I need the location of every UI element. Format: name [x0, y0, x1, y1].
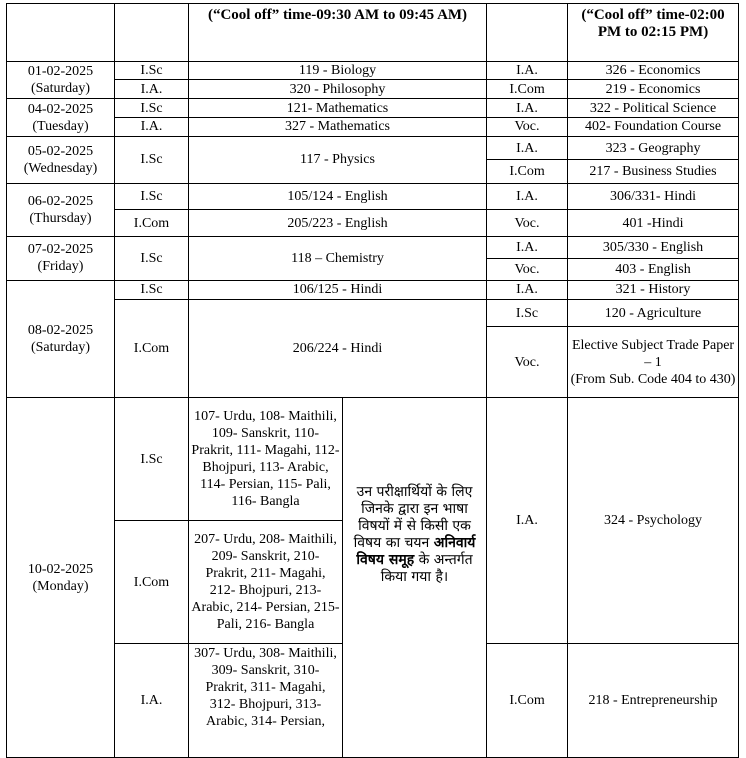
stream-cell: I.Sc — [115, 237, 189, 281]
table-row — [7, 80, 739, 99]
stream-cell: I.Com — [487, 80, 568, 99]
exam-day: (Friday) — [37, 259, 84, 275]
stream-cell: Voc. — [487, 117, 568, 136]
stream-cell: I.A. — [115, 80, 189, 99]
exam-date: 05-02-2025 — [27, 143, 94, 159]
subject-cell: 106/125 - Hindi — [189, 280, 487, 299]
header-stream-cell-2 — [487, 4, 568, 62]
subject-cell: 322 - Political Science — [568, 99, 739, 117]
table-row — [7, 99, 739, 117]
stream-cell: I.A. — [487, 62, 568, 80]
stream-cell: I.Com — [115, 299, 189, 397]
exam-date: 04-02-2025 — [27, 101, 94, 117]
language-note-cell — [343, 398, 487, 758]
exam-day: (Thursday) — [29, 210, 92, 226]
subject-cell: 403 - English — [568, 259, 739, 280]
subject-cell: 402- Foundation Course — [568, 117, 739, 136]
stream-cell: I.A. — [487, 99, 568, 117]
table-row — [7, 398, 739, 521]
table-row — [7, 209, 739, 236]
stream-cell: I.Com — [115, 520, 189, 644]
table-row — [7, 299, 739, 326]
subject-cell: 218 - Entrepreneurship — [568, 644, 739, 758]
exam-date: 07-02-2025 — [27, 242, 94, 258]
note-text-before: उन परीक्षार्थियों के लिए जिनके द्वारा इन भाषा विषयों में से किसी एक विषय का चयन — [353, 484, 473, 552]
stream-cell: Voc. — [487, 209, 568, 236]
stream-cell: I.A. — [487, 237, 568, 259]
exam-date: 08-02-2025 — [27, 322, 94, 338]
subject-cell: 326 - Economics — [568, 62, 739, 80]
date-cell — [7, 99, 115, 136]
header-stream-cell — [115, 4, 189, 62]
exam-day: (Wednesday) — [23, 160, 98, 176]
subject-cell: 120 - Agriculture — [568, 299, 739, 326]
exam-schedule-table — [6, 3, 739, 758]
exam-day: (Saturday) — [30, 339, 91, 355]
subject-cell: 217 - Business Studies — [568, 160, 739, 183]
date-cell — [7, 136, 115, 183]
stream-cell: I.A. — [115, 644, 189, 758]
table-row — [7, 117, 739, 136]
stream-cell: I.A. — [487, 280, 568, 299]
date-cell — [7, 237, 115, 281]
date-cell — [7, 398, 115, 758]
subject-cell: 323 - Geography — [568, 136, 739, 159]
stream-cell: I.Sc — [115, 183, 189, 209]
subject-cell: 320 - Philosophy — [189, 80, 487, 99]
subject-cell: 306/331- Hindi — [568, 183, 739, 209]
exam-date: 01-02-2025 — [27, 64, 94, 80]
stream-cell: I.Sc — [115, 398, 189, 521]
table-row — [7, 183, 739, 209]
subject-cell: 401 -Hindi — [568, 209, 739, 236]
subject-cell: 327 - Mathematics — [189, 117, 487, 136]
subject-cell: 105/124 - English — [189, 183, 487, 209]
header-date-cell — [7, 4, 115, 62]
note-text-after: के अन्तर्गत किया गया है। — [380, 552, 473, 586]
stream-cell: I.Sc — [115, 280, 189, 299]
stream-cell: I.Sc — [115, 99, 189, 117]
subject-cell: 118 – Chemistry — [189, 237, 487, 281]
stream-cell: I.Sc — [115, 62, 189, 80]
subject-title: Elective Subject Trade Paper – 1 — [571, 337, 735, 370]
subject-cell: 121- Mathematics — [189, 99, 487, 117]
subject-code-range: (From Sub. Code 404 to 430) — [570, 371, 736, 387]
exam-date: 06-02-2025 — [27, 193, 94, 209]
language-subjects-cell: 207- Urdu, 208- Maithili, 209- Sanskrit, 210- Prakrit, 211- Magahi, 212- Bhojpuri, 213- Arabic, 214- Persian, 215- Pali, 216- Bangla — [189, 520, 343, 644]
table-row — [7, 62, 739, 80]
exam-date: 10-02-2025 — [27, 561, 94, 577]
subject-cell: 117 - Physics — [189, 136, 487, 183]
table-row — [7, 136, 739, 159]
table-row — [7, 237, 739, 259]
stream-cell: Voc. — [487, 327, 568, 398]
exam-day: (Tuesday) — [32, 118, 89, 134]
date-cell — [7, 280, 115, 397]
date-cell — [7, 62, 115, 99]
stream-cell: I.A. — [115, 117, 189, 136]
subject-cell: 305/330 - English — [568, 237, 739, 259]
subject-cell: 119 - Biology — [189, 62, 487, 80]
subject-cell: 324 - Psychology — [568, 398, 739, 644]
exam-day: (Monday) — [32, 578, 89, 594]
stream-cell: I.Com — [115, 209, 189, 236]
subject-cell: 219 - Economics — [568, 80, 739, 99]
stream-cell: I.Com — [487, 160, 568, 183]
stream-cell: I.A. — [487, 136, 568, 159]
stream-cell: Voc. — [487, 259, 568, 280]
subject-cell: 321 - History — [568, 280, 739, 299]
exam-day: (Saturday) — [30, 81, 91, 97]
stream-cell: I.A. — [487, 183, 568, 209]
stream-cell: I.Com — [487, 644, 568, 758]
subject-cell: 206/224 - Hindi — [189, 299, 487, 397]
header-afternoon-shift: (“Cool off” time-02:00 PM to 02:15 PM) — [568, 4, 739, 62]
header-row — [7, 4, 739, 62]
stream-cell: I.Sc — [115, 136, 189, 183]
header-morning-shift: (“Cool off” time-09:30 AM to 09:45 AM) — [189, 4, 487, 62]
language-subjects-cell: 307- Urdu, 308- Maithili, 309- Sanskrit, 310- Prakrit, 311- Magahi, 312- Bhojpuri, 313- Arabic, 314- Persian, — [189, 644, 343, 758]
subject-cell — [568, 327, 739, 398]
language-subjects-cell: 107- Urdu, 108- Maithili, 109- Sanskrit, 110- Prakrit, 111- Magahi, 112- Bhojpuri, 113- Arabic, 114- Persian, 115- Pali, 116- Bangla — [189, 398, 343, 521]
subject-cell: 205/223 - English — [189, 209, 487, 236]
table-row — [7, 280, 739, 299]
note-text-bold: अनिवार्य विषय समूह — [356, 535, 476, 569]
stream-cell: I.Sc — [487, 299, 568, 326]
date-cell — [7, 183, 115, 237]
stream-cell: I.A. — [487, 398, 568, 644]
